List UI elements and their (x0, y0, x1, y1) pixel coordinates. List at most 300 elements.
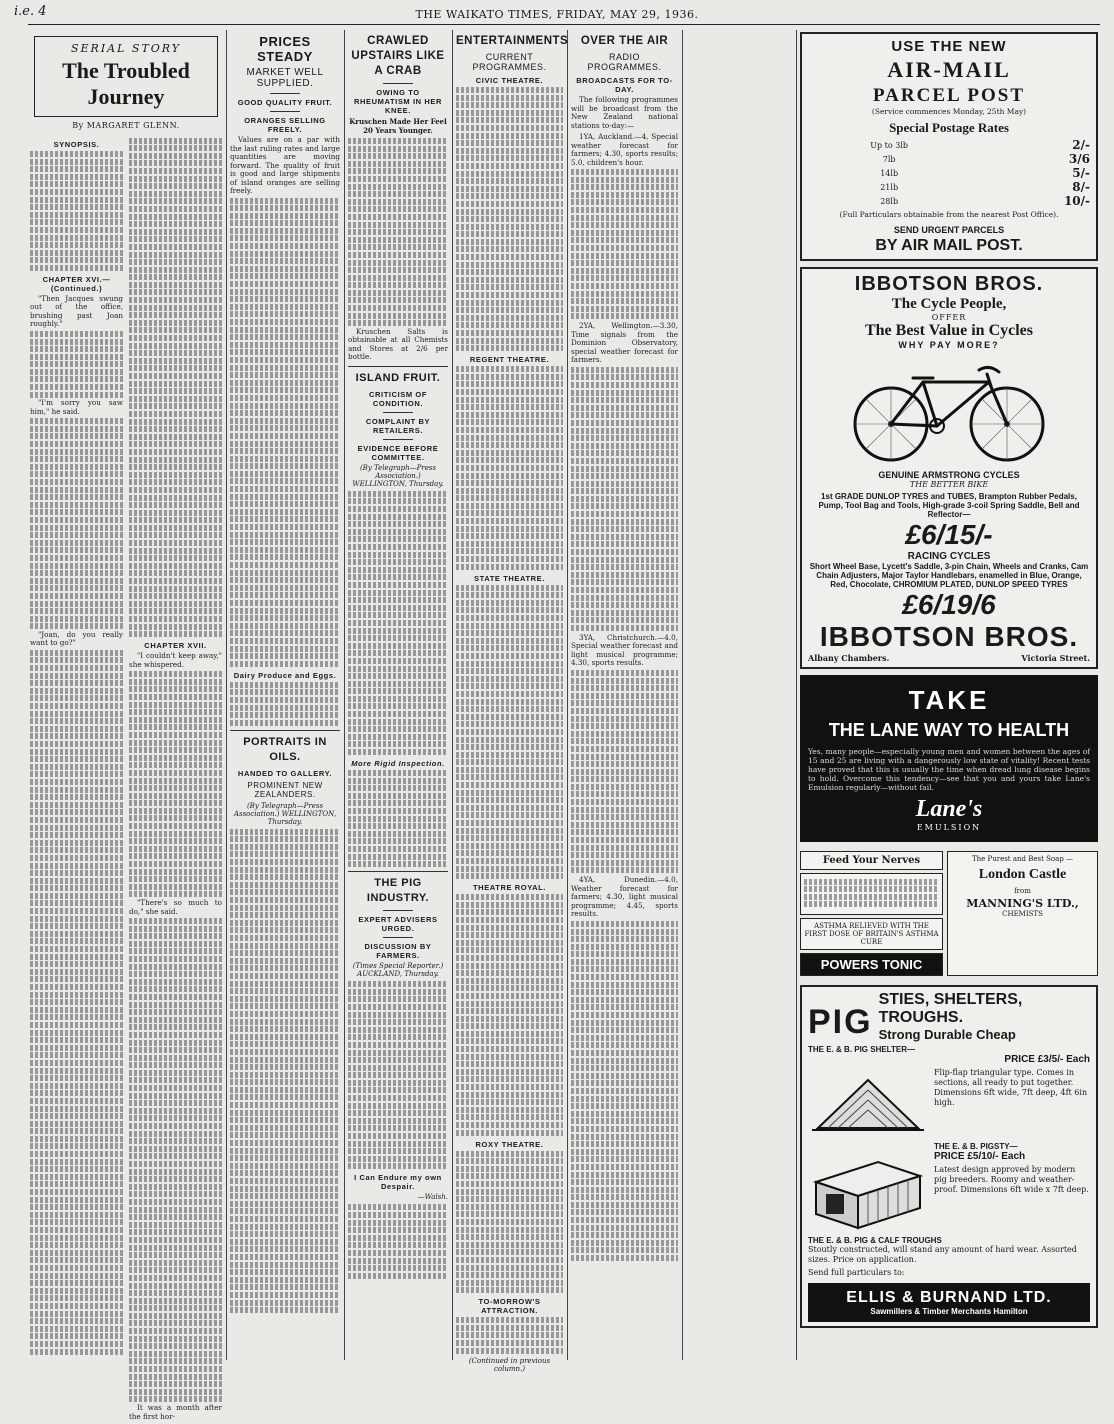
continued-note: (Continued in previous column.) (468, 1356, 551, 1373)
text-line-placeholder (348, 838, 448, 844)
text-line-placeholder (230, 950, 340, 956)
text-line-placeholder (230, 720, 340, 726)
text-line-placeholder (230, 874, 340, 880)
text-line-placeholder (571, 678, 678, 684)
text-line-placeholder (456, 638, 563, 644)
radio-intro-para: The following programmes will be broadcast from the New Zealand national stations to-day:— (571, 95, 678, 130)
text-line-placeholder (456, 1092, 563, 1098)
text-line-placeholder (129, 198, 222, 204)
prices-para: Values are on a par with the last ruling rates and large quantities are moving forward. The quality of fruit is good and large shipments of island oranges are selling freely. (230, 135, 340, 195)
text-line-placeholder (30, 212, 123, 218)
text-line-placeholder (348, 696, 448, 702)
text-line-placeholder (129, 426, 222, 432)
text-line-placeholder (348, 138, 448, 144)
text-line-placeholder (30, 794, 123, 800)
text-line-placeholder (571, 1020, 678, 1026)
prices-dairy-text (230, 682, 340, 726)
text-line-placeholder (30, 711, 123, 717)
text-line-placeholder (129, 502, 222, 508)
text-line-placeholder (348, 861, 448, 867)
text-line-placeholder (571, 367, 678, 373)
text-line-placeholder (129, 145, 222, 151)
text-line-placeholder (571, 199, 678, 205)
text-line-placeholder (571, 557, 678, 563)
text-line-placeholder (30, 1235, 123, 1241)
entertainments-subhead: CURRENT PROGRAMMES. (472, 52, 547, 72)
text-line-placeholder (456, 729, 563, 735)
pig-shelter-icon (808, 1068, 928, 1138)
text-line-placeholder (456, 374, 563, 380)
text-line-placeholder (348, 785, 448, 791)
rate-price: 2/- (1072, 138, 1090, 152)
text-line-placeholder (129, 1085, 222, 1091)
text-line-placeholder (456, 1046, 563, 1052)
text-line-placeholder (456, 457, 563, 463)
text-line-placeholder (30, 250, 123, 256)
text-line-placeholder (456, 676, 563, 682)
text-line-placeholder (571, 997, 678, 1003)
text-line-placeholder (348, 491, 448, 497)
ellis-burnand-banner (808, 1283, 1090, 1322)
text-line-placeholder (348, 612, 448, 618)
text-line-placeholder (129, 740, 222, 746)
text-line-placeholder (230, 689, 340, 695)
bicycle-icon (839, 354, 1059, 466)
text-line-placeholder (456, 1166, 563, 1172)
text-line-placeholder (230, 1254, 340, 1260)
send-particulars: Send full particulars to: (808, 1268, 905, 1277)
text-line-placeholder (129, 1313, 222, 1319)
text-line-placeholder (129, 578, 222, 584)
text-line-placeholder (571, 852, 678, 858)
ibbotson-racing: RACING CYCLES (907, 551, 991, 562)
text-line-placeholder (348, 681, 448, 687)
text-line-placeholder (348, 297, 448, 303)
text-line-placeholder (571, 428, 678, 434)
text-line-placeholder (230, 712, 340, 718)
text-line-placeholder (348, 260, 448, 266)
text-line-placeholder (129, 312, 222, 318)
text-line-placeholder (30, 197, 123, 203)
text-line-placeholder (230, 1094, 340, 1100)
text-line-placeholder (571, 944, 678, 950)
text-line-placeholder (230, 562, 340, 568)
text-line-placeholder (571, 382, 678, 388)
text-line-placeholder (348, 1027, 448, 1033)
serial-subcolumn-right (129, 136, 222, 1424)
text-line-placeholder (230, 478, 340, 484)
rate-price: 3/6 (1068, 152, 1090, 166)
text-line-placeholder (230, 448, 340, 454)
text-line-placeholder (30, 517, 123, 523)
text-line-placeholder (129, 1207, 222, 1213)
radio-column (571, 30, 678, 1360)
text-line-placeholder (456, 1204, 563, 1210)
island-subhead: COMPLAINT BY RETAILERS. (365, 416, 431, 435)
text-line-placeholder (129, 1199, 222, 1205)
pig-big: PIG (808, 1003, 873, 1041)
text-line-placeholder (456, 1280, 563, 1286)
text-line-placeholder (30, 219, 123, 225)
text-line-placeholder (30, 1197, 123, 1203)
text-line-placeholder (30, 938, 123, 944)
text-line-placeholder (30, 593, 123, 599)
text-line-placeholder (30, 832, 123, 838)
text-line-placeholder (30, 1333, 123, 1339)
text-line-placeholder (129, 986, 222, 992)
text-line-placeholder (30, 265, 123, 271)
text-line-placeholder (30, 878, 123, 884)
text-line-placeholder (129, 411, 222, 417)
text-line-placeholder (456, 330, 563, 336)
text-line-placeholder (456, 397, 563, 403)
story-line: "I'm sorry you saw him," he said. (30, 398, 123, 416)
text-line-placeholder (30, 787, 123, 793)
text-line-placeholder (30, 954, 123, 960)
text-line-placeholder (30, 999, 123, 1005)
rate-weight: Up to 3lb (870, 140, 908, 150)
text-line-placeholder (129, 160, 222, 166)
text-line-placeholder (129, 785, 222, 791)
text-line-placeholder (230, 905, 340, 911)
text-line-placeholder (129, 948, 222, 954)
text-line-placeholder (129, 1237, 222, 1243)
text-line-placeholder (30, 665, 123, 671)
text-line-placeholder (571, 587, 678, 593)
text-line-placeholder (230, 258, 340, 264)
text-line-placeholder (456, 1016, 563, 1022)
text-line-placeholder (456, 797, 563, 803)
text-line-placeholder (230, 1034, 340, 1040)
text-line-placeholder (129, 971, 222, 977)
text-line-placeholder (456, 1340, 563, 1346)
text-line-placeholder (230, 1011, 340, 1017)
text-line-placeholder (348, 146, 448, 152)
text-line-placeholder (129, 457, 222, 463)
text-line-placeholder (456, 978, 563, 984)
text-line-placeholder (30, 1174, 123, 1180)
text-line-placeholder (571, 814, 678, 820)
text-line-placeholder (30, 976, 123, 982)
text-line-placeholder (129, 327, 222, 333)
text-line-placeholder (230, 418, 340, 424)
text-line-placeholder (230, 912, 340, 918)
text-line-placeholder (230, 319, 340, 325)
text-line-placeholder (456, 201, 563, 207)
text-line-placeholder (571, 275, 678, 281)
text-line-placeholder (456, 163, 563, 169)
shelter-label: THE E. & B. PIG SHELTER— (808, 1045, 915, 1054)
text-line-placeholder (230, 630, 340, 636)
text-line-placeholder (230, 851, 340, 857)
text-line-placeholder (129, 1374, 222, 1380)
text-line-placeholder (129, 358, 222, 364)
text-line-placeholder (230, 205, 340, 211)
text-line-placeholder (571, 723, 678, 729)
text-line-placeholder (230, 829, 340, 835)
text-line-placeholder (30, 650, 123, 656)
text-line-placeholder (30, 825, 123, 831)
text-line-placeholder (30, 479, 123, 485)
text-line-placeholder (30, 961, 123, 967)
text-line-placeholder (571, 1240, 678, 1246)
text-line-placeholder (129, 510, 222, 516)
text-line-placeholder (129, 1358, 222, 1364)
text-line-placeholder (30, 1090, 123, 1096)
text-line-placeholder (230, 494, 340, 500)
venue-text (456, 894, 563, 1135)
text-line-placeholder (129, 206, 222, 212)
text-line-placeholder (129, 1017, 222, 1023)
soap-line: CHEMISTS (1002, 910, 1043, 918)
column-rule (452, 30, 453, 1360)
text-line-placeholder (456, 1031, 563, 1037)
text-line-placeholder (129, 732, 222, 738)
text-line-placeholder (129, 1024, 222, 1030)
serial-title-box (34, 36, 218, 117)
ibbotson-spec: 1st GRADE DUNLOP TYRES and TUBES, Brampton Rubber Pedals, Pump, Tool Bag and Tools, High-grade 3-coil Spring Saddle, Bell and Reflector— (818, 492, 1080, 519)
text-line-placeholder (230, 1102, 340, 1108)
text-line-placeholder (348, 1103, 448, 1109)
text-line-placeholder (129, 487, 222, 493)
text-line-placeholder (129, 1123, 222, 1129)
text-line-placeholder (30, 992, 123, 998)
text-line-placeholder (30, 870, 123, 876)
portraits-headline: PORTRAITS IN OILS. (243, 735, 327, 763)
text-line-placeholder (456, 404, 563, 410)
text-line-placeholder (348, 831, 448, 837)
text-line-placeholder (571, 572, 678, 578)
text-line-placeholder (230, 996, 340, 1002)
text-line-placeholder (129, 350, 222, 356)
text-line-placeholder (230, 456, 340, 462)
text-line-placeholder (230, 547, 340, 553)
text-line-placeholder (348, 574, 448, 580)
text-line-placeholder (571, 519, 678, 525)
rate-price: 8/- (1072, 180, 1090, 194)
text-line-placeholder (348, 176, 448, 182)
text-line-placeholder (571, 1126, 678, 1132)
text-line-placeholder (571, 784, 678, 790)
shelter-price: PRICE £3/5/- Each (1004, 1054, 1090, 1065)
text-line-placeholder (30, 1227, 123, 1233)
text-line-placeholder (230, 859, 340, 865)
prices-subhead: MARKET WELL SUPPLIED. (246, 67, 324, 89)
text-line-placeholder (129, 1115, 222, 1121)
text-line-placeholder (456, 759, 563, 765)
text-line-placeholder (129, 800, 222, 806)
text-line-placeholder (348, 567, 448, 573)
airmail-footnote: (Full Particulars obtainable from the nearest Post Office). (839, 210, 1059, 219)
text-line-placeholder (571, 458, 678, 464)
text-line-placeholder (571, 1042, 678, 1048)
text-line-placeholder (129, 869, 222, 875)
text-line-placeholder (571, 754, 678, 760)
text-line-placeholder (230, 1079, 340, 1085)
rate-weight: 21lb (880, 182, 899, 192)
text-line-placeholder (571, 982, 678, 988)
text-line-placeholder (30, 741, 123, 747)
text-line-placeholder (348, 793, 448, 799)
text-line-placeholder (456, 1023, 563, 1029)
venue-heading: THEATRE ROYAL. (473, 883, 546, 893)
text-line-placeholder (230, 1224, 340, 1230)
island-subhead: EVIDENCE BEFORE COMMITTEE. (357, 443, 439, 462)
text-line-placeholder (230, 251, 340, 257)
text-line-placeholder (456, 947, 563, 953)
text-line-placeholder (571, 670, 678, 676)
text-line-placeholder (30, 1189, 123, 1195)
text-line-placeholder (230, 395, 340, 401)
text-line-placeholder (230, 867, 340, 873)
text-line-placeholder (30, 1212, 123, 1218)
text-line-placeholder (129, 252, 222, 258)
text-line-placeholder (129, 1161, 222, 1167)
text-line-placeholder (571, 405, 678, 411)
text-line-placeholder (456, 585, 563, 591)
text-line-placeholder (348, 267, 448, 273)
text-line-placeholder (456, 782, 563, 788)
crawled-signoff: Kruschen Salts is obtainable at all Chemists and Stores at 2/6 per bottle. (348, 326, 448, 362)
text-line-placeholder (571, 716, 678, 722)
text-line-placeholder (30, 1121, 123, 1127)
text-line-placeholder (230, 1072, 340, 1078)
text-line-placeholder (30, 464, 123, 470)
text-line-placeholder (571, 610, 678, 616)
text-line-placeholder (129, 365, 222, 371)
quote-text (348, 1204, 448, 1278)
island-subhead: More Rigid Inspection. (351, 759, 445, 769)
text-line-placeholder (456, 564, 563, 570)
text-line-placeholder (30, 779, 123, 785)
text-line-placeholder (129, 168, 222, 174)
text-line-placeholder (456, 600, 563, 606)
text-line-placeholder (129, 1351, 222, 1357)
text-line-placeholder (230, 1208, 340, 1214)
rate-price: 10/- (1063, 194, 1090, 208)
text-line-placeholder (30, 863, 123, 869)
text-line-placeholder (456, 828, 563, 834)
text-line-placeholder (348, 635, 448, 641)
text-line-placeholder (348, 559, 448, 565)
text-line-placeholder (129, 1366, 222, 1372)
text-line-placeholder (30, 1159, 123, 1165)
text-line-placeholder (129, 956, 222, 962)
ellis-name: ELLIS & BURNAND LTD. (846, 1289, 1052, 1306)
story-line: "There's so much to do," she said. (129, 898, 222, 916)
text-line-placeholder (230, 296, 340, 302)
ibbotson-offer: OFFER (931, 313, 967, 322)
text-line-placeholder (30, 1181, 123, 1187)
text-line-placeholder (571, 1073, 678, 1079)
text-line-placeholder (456, 148, 563, 154)
text-line-placeholder (129, 815, 222, 821)
text-line-placeholder (230, 600, 340, 606)
ibbotson-address: Victoria Street. (1021, 653, 1090, 663)
venue-text (456, 1151, 563, 1294)
text-line-placeholder (129, 282, 222, 288)
text-line-placeholder (571, 807, 678, 813)
text-line-placeholder (348, 989, 448, 995)
text-line-placeholder (456, 246, 563, 252)
text-line-placeholder (129, 1267, 222, 1273)
text-line-placeholder (456, 940, 563, 946)
text-line-placeholder (348, 168, 448, 174)
text-line-placeholder (456, 442, 563, 448)
text-line-placeholder (129, 244, 222, 250)
text-line-placeholder (230, 213, 340, 219)
text-line-placeholder (348, 1042, 448, 1048)
text-line-placeholder (571, 1194, 678, 1200)
text-line-placeholder (456, 1348, 563, 1354)
radio-station (571, 876, 678, 1261)
text-line-placeholder (129, 1222, 222, 1228)
text-line-placeholder (129, 808, 222, 814)
text-line-placeholder (30, 923, 123, 929)
story-line: "I couldn't keep away," she whispered. (129, 651, 222, 669)
text-line-placeholder (456, 209, 563, 215)
text-line-placeholder (230, 1178, 340, 1184)
text-line-placeholder (348, 1080, 448, 1086)
text-line-placeholder (30, 749, 123, 755)
text-line-placeholder (30, 578, 123, 584)
text-line-placeholder (456, 473, 563, 479)
text-line-placeholder (30, 1014, 123, 1020)
text-line-placeholder (230, 705, 340, 711)
text-line-placeholder (30, 189, 123, 195)
text-line-placeholder (30, 1341, 123, 1347)
text-line-placeholder (30, 1250, 123, 1256)
pig-industry-text (348, 981, 448, 1169)
text-line-placeholder (30, 771, 123, 777)
text-line-placeholder (230, 981, 340, 987)
text-line-placeholder (456, 110, 563, 116)
text-line-placeholder (571, 184, 678, 190)
text-line-placeholder (348, 529, 448, 535)
text-line-placeholder (456, 381, 563, 387)
text-line-placeholder (129, 289, 222, 295)
text-line-placeholder (348, 1087, 448, 1093)
text-line-placeholder (456, 186, 563, 192)
prices-headline: PRICES STEADY (257, 34, 313, 64)
text-line-placeholder (30, 1037, 123, 1043)
island-dateline: (By Telegraph—Press Association.) WELLINGTON, Thursday. (352, 463, 444, 488)
text-line-placeholder (348, 313, 448, 319)
text-line-placeholder (348, 749, 448, 755)
text-line-placeholder (571, 1179, 678, 1185)
text-line-placeholder (348, 816, 448, 822)
text-line-placeholder (129, 343, 222, 349)
text-line-placeholder (30, 547, 123, 553)
text-line-placeholder (456, 1317, 563, 1323)
text-line-placeholder (129, 176, 222, 182)
text-line-placeholder (348, 514, 448, 520)
text-line-placeholder (571, 237, 678, 243)
text-line-placeholder (129, 274, 222, 280)
text-line-placeholder (129, 1009, 222, 1015)
text-line-placeholder (129, 1252, 222, 1258)
pig-industry-headline: THE PIG INDUSTRY. (366, 877, 430, 905)
text-line-placeholder (571, 1058, 678, 1064)
text-line-placeholder (571, 169, 678, 175)
text-line-placeholder (129, 1389, 222, 1395)
crawled-subhead: OWING TO RHEUMATISM IN HER KNEE. (354, 88, 442, 115)
text-line-placeholder (129, 555, 222, 561)
column-rule (567, 30, 568, 1360)
text-line-placeholder (348, 1235, 448, 1241)
text-line-placeholder (230, 1246, 340, 1252)
text-line-placeholder (129, 479, 222, 485)
